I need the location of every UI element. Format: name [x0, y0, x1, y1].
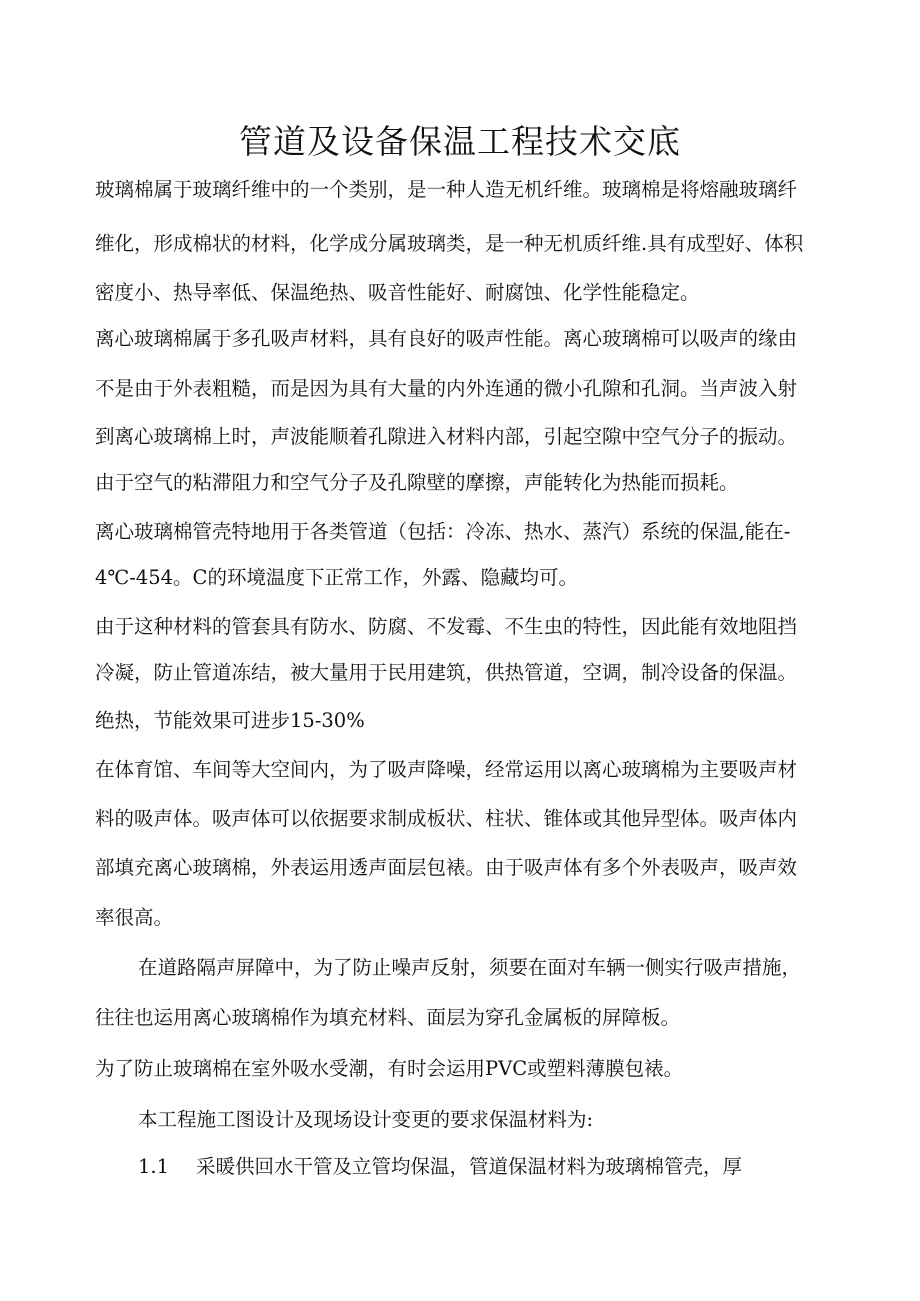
text-line: 玻璃棉属于玻璃纤维中的一个类别，是一种人造无机纤维。玻璃棉是将熔融玻璃纤 [95, 178, 798, 201]
numbered-item [138, 1157, 742, 1177]
text-line: 绝热，节能效果可进步15-30% [95, 709, 365, 732]
text-line: 密度小、热导率低、保温绝热、吸音性能好、耐腐蚀、化学性能稳定。 [95, 281, 700, 304]
text-line: 部填充离心玻璃棉，外表运用透声面层包裱。由于吸声体有多个外表吸声，吸声效 [95, 856, 798, 879]
text-line: 由于这种材料的管套具有防水、防腐、不发霉、不生虫的特性，因此能有效地阻挡 [95, 615, 798, 638]
text-line: 本工程施工图设计及现场设计变更的要求保温材料为: [138, 1108, 594, 1131]
item-text: 采暖供回水干管及立管均保温，管道保温材料为玻璃棉管壳，厚 [196, 1155, 743, 1178]
text-line: 由于空气的粘滞阻力和空气分子及孔隙壁的摩擦，声能转化为热能而损耗。 [95, 471, 739, 494]
text-line: 不是由于外表粗糙，而是因为具有大量的内外连通的微小孔隙和孔洞。当声波入射 [95, 377, 798, 400]
document-title: 管道及设备保温工程技术交底 [239, 122, 681, 161]
text-line: 料的吸声体。吸声体可以依据要求制成板状、柱状、锥体或其他异型体。吸声体内 [95, 807, 798, 830]
item-number: 1.1 [138, 1155, 170, 1178]
text-line: 为了防止玻璃棉在室外吸水受潮，有时会运用PVC或塑料薄膜包裱。 [95, 1057, 684, 1080]
text-line: 在体育馆、车间等大空间内，为了吸声降噪，经常运用以离心玻璃棉为主要吸声材 [95, 758, 798, 781]
text-line: 维化，形成棉状的材料，化学成分属玻璃类，是一种无机质纤维.具有成型好、体积 [95, 232, 804, 255]
text-line: 在道路隔声屏障中，为了防止噪声反射，须要在面对车辆一侧实行吸声措施， [138, 956, 802, 979]
text-line: 离心玻璃棉属于多孔吸声材料，具有良好的吸声性能。离心玻璃棉可以吸声的缘由 [95, 327, 798, 350]
text-line: 4℃-454。C的环境温度下正常工作，外露、隐藏均可。 [95, 566, 578, 589]
text-line: 率很高。 [95, 906, 174, 929]
text-line: 冷凝，防止管道冻结，被大量用于民用建筑，供热管道，空调，制冷设备的保温。 [95, 661, 798, 684]
text-line: 离心玻璃棉管壳特地用于各类管道（包括：冷冻、热水、蒸汽）系统的保温,能在- [95, 520, 791, 543]
text-line: 到离心玻璃棉上时，声波能顺着孔隙进入材料内部，引起空隙中空气分子的振动。 [95, 425, 798, 448]
text-line: 往往也运用离心玻璃棉作为填充材料、面层为穿孔金属板的屏障板。 [95, 1006, 681, 1029]
